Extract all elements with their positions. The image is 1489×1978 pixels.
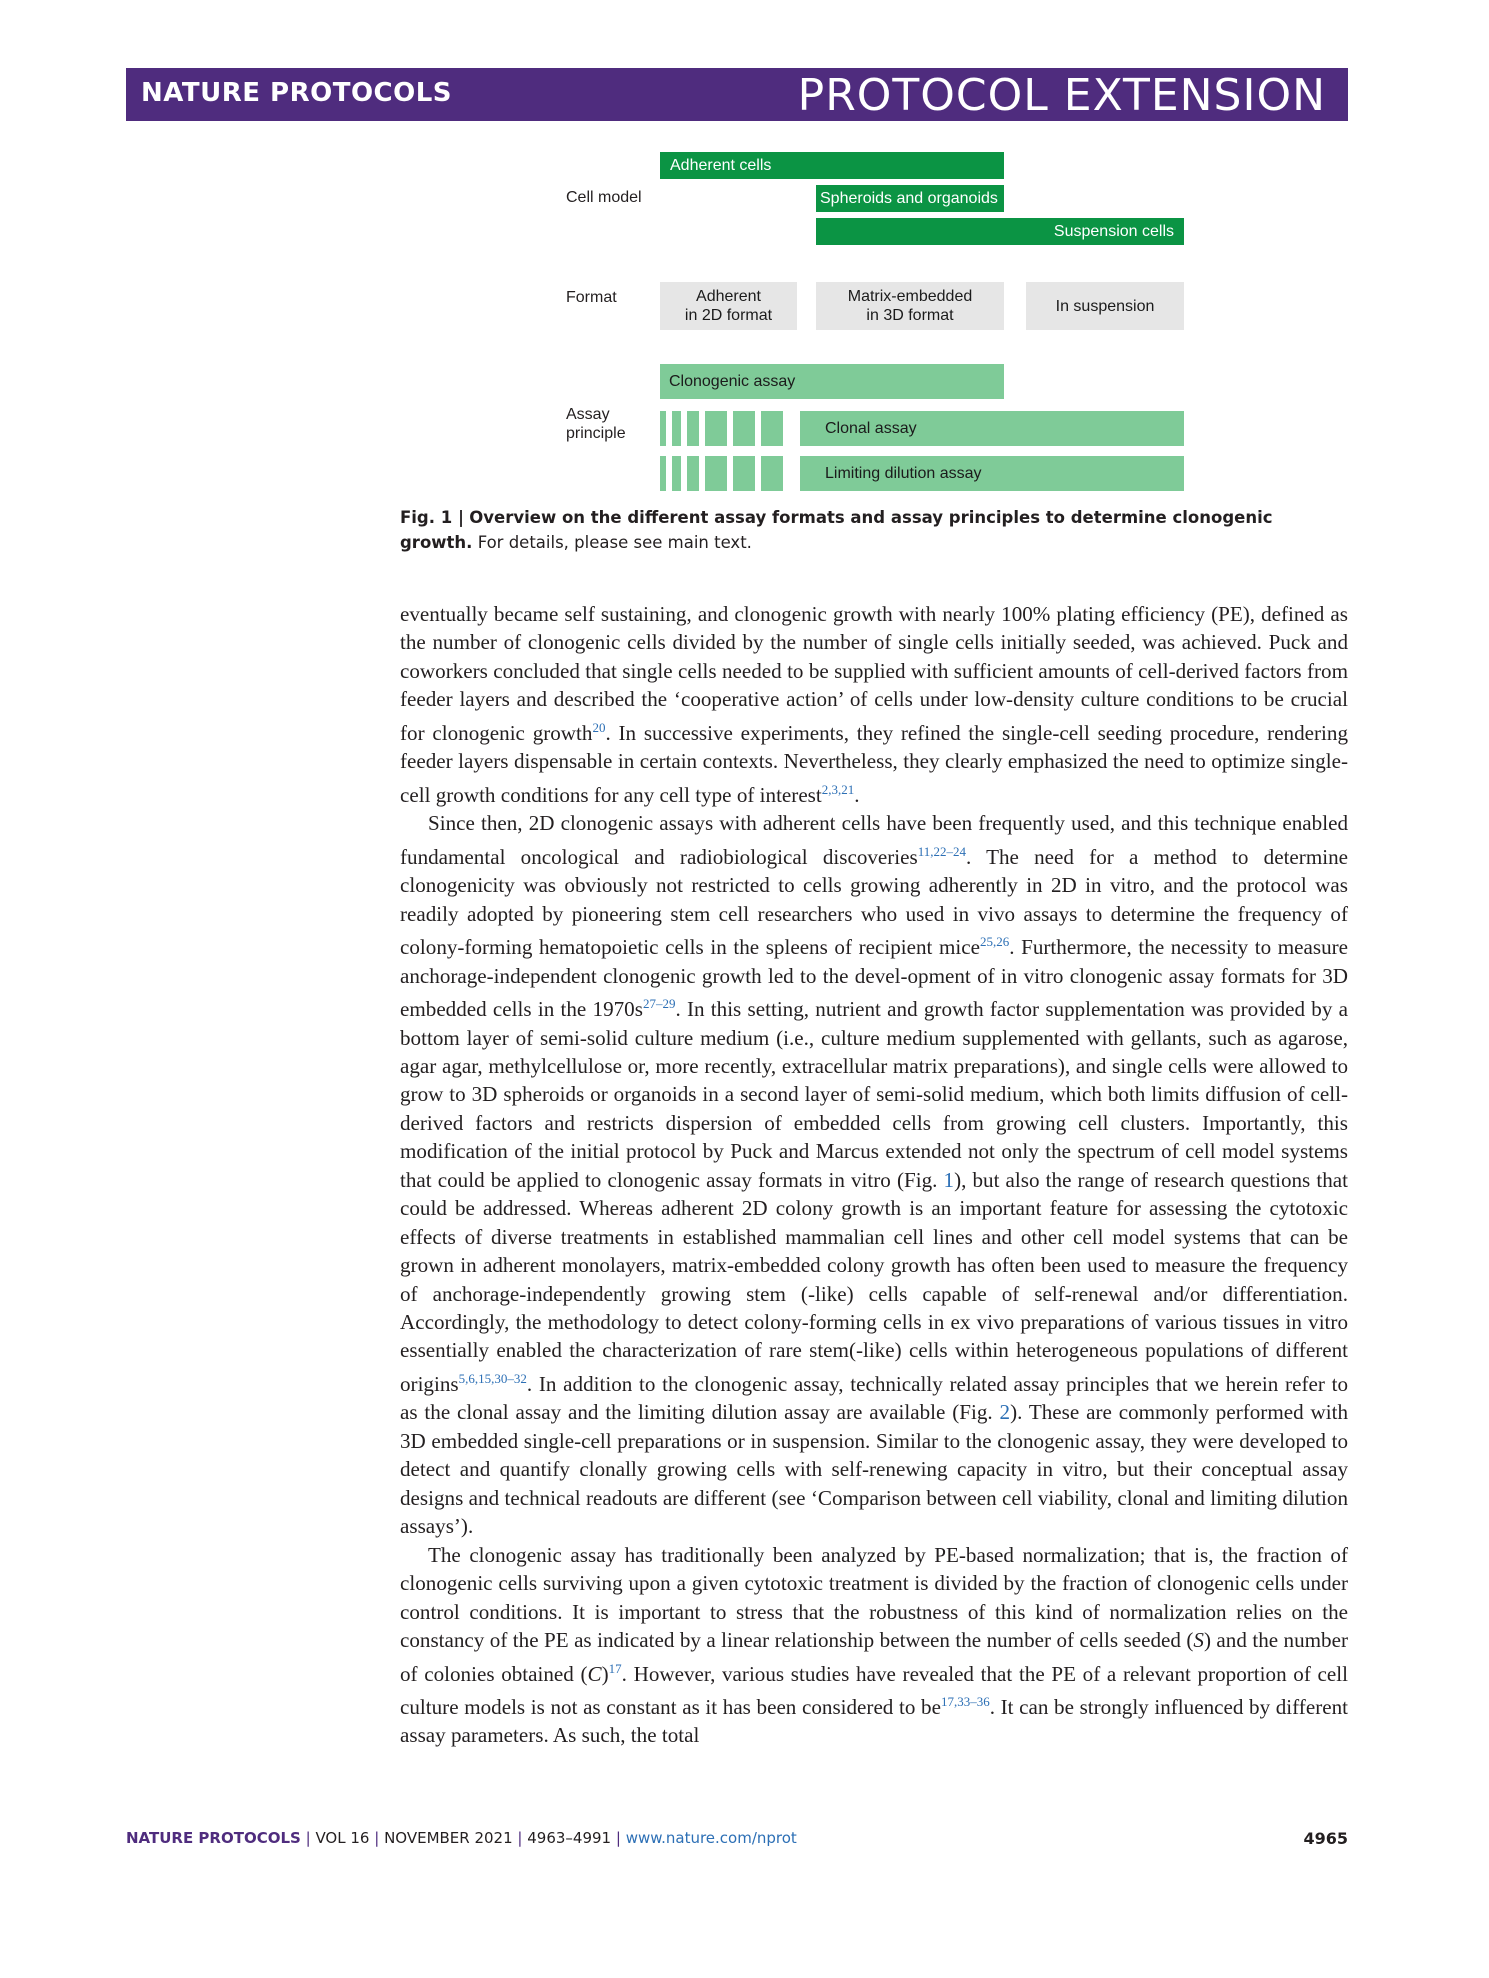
label-assay-principle-1: Assay — [566, 406, 610, 423]
format-matrix-embedded-line1: Matrix-embedded — [847, 288, 973, 305]
footer-separator: | — [512, 1829, 528, 1847]
stripe — [660, 456, 666, 491]
figure-caption — [400, 505, 1348, 555]
symbol-s: S — [1193, 1628, 1204, 1653]
text-run: . However, various studies have revealed that the PE of a relevant proportion of cell culture models is not as constant as it has been considered to be — [400, 1661, 1348, 1720]
text-run: . — [854, 782, 860, 807]
citation-ref[interactable]: 25,26 — [979, 934, 1010, 950]
bar-suspension-cells: Suspension cells — [816, 218, 1184, 245]
footer-pages: 4963–4991 — [527, 1829, 612, 1847]
text-run: ), but also the range of research questions that could be addressed. Whereas adherent 2D colony growth is an important feature for assessing the cytotoxic effects of diverse treatments in established mammalian cell lines and other cell model systems that can be grown in adherent monolayers, matrix-embedded colony growth has often been used to measure the frequency of anchorage-independently growing stem (-like) cells capable of self-renewal and/or differentiation. Accordingly, the methodology to detect colony-forming cells in ex vivo preparations of various tissues in vitro essentially enabled the characterization of rare stem(-like) cells within heterogeneous populations of different origins — [400, 1167, 1348, 1396]
bar-clonal-assay: Clonal assay — [800, 411, 1184, 446]
footer-separator: | — [611, 1829, 626, 1847]
bar-spheroids-organoids: Spheroids and organoids — [816, 185, 1004, 212]
citation-ref[interactable]: 17,33–36 — [940, 1693, 990, 1709]
figure-1 — [560, 150, 1190, 490]
text-run: ) — [601, 1661, 609, 1686]
text-run: . In addition to the clonogenic assay, technically related assay principles that we herein refer to as the clonal assay and the limiting dilution assay are available (Fig. — [400, 1371, 1348, 1425]
stripe — [733, 456, 755, 491]
format-adherent-2d-line2: in 2D format — [684, 307, 773, 324]
citation-ref[interactable]: 11,22–24 — [917, 843, 967, 859]
text-run: The clonogenic assay has traditionally been analyzed by PE-based normalization; that is, the fraction of clonogenic cells surviving upon a given cytotoxic treatment is divided by the fraction of clonogenic cells under control conditions. It is important to stress that the robustness of this kind of normalization relies on the constancy of the PE as indicated by a linear relationship between the number of cells seeded ( — [400, 1542, 1348, 1653]
stripe — [672, 411, 681, 446]
paragraph-2 — [400, 809, 1348, 1540]
citation-ref[interactable]: 2,3,21 — [821, 781, 855, 797]
text-run: . It can be strongly influenced by different assay parameters. As such, the total — [400, 1695, 1348, 1748]
stripe — [761, 411, 783, 446]
main-text — [400, 600, 1348, 1750]
symbol-c: C — [587, 1661, 602, 1686]
bar-adherent-cells: Adherent cells — [660, 152, 1004, 179]
footer-volume: VOL 16 — [315, 1829, 370, 1847]
stripe — [733, 411, 755, 446]
footer-journal: NATURE PROTOCOLS — [126, 1829, 301, 1847]
footer-separator: | — [369, 1829, 385, 1847]
page-number: 4965 — [1303, 1829, 1348, 1848]
text-run: Since then, 2D clonogenic assays with adherent cells have been frequently used, and this technique enabled fundamental oncological and radiobiological discoveries — [400, 811, 1348, 869]
text-run: ) and the number of colonies obtained ( — [400, 1628, 1348, 1686]
journal-header-bar — [126, 68, 1348, 121]
bar-clonogenic-assay: Clonogenic assay — [660, 364, 1004, 399]
footer-separator: | — [300, 1829, 316, 1847]
journal-name: NATURE PROTOCOLS — [141, 78, 453, 108]
format-matrix-embedded-3d — [816, 282, 1004, 330]
format-in-suspension: In suspension — [1026, 282, 1184, 330]
text-run: . In successive experiments, they refined the single-cell seeding procedure, rendering feeder layers dispensable in certain contexts. Nevertheless, they clearly emphasized the need to optimize single-cell growth conditions for any cell type of interest — [400, 720, 1348, 807]
citation-ref[interactable]: 17 — [608, 1660, 622, 1676]
text-run: eventually became self sustaining, and clonogenic growth with nearly 100% plating efficiency (PE), defined as the number of clonogenic cells divided by the number of single cells initially seeded, was achieved. Puck and coworkers concluded that single cells needed to be supplied with sufficient amounts of cell-derived factors from feeder layers and described the ‘cooperative action’ of cells under low-density culture conditions to be crucial for clonogenic growth — [400, 602, 1348, 745]
caption-title: Overview on the different assay formats and assay principles to determine clonogenic growth. — [400, 508, 1273, 552]
stripe — [687, 411, 699, 446]
stripe — [672, 456, 681, 491]
citation-ref[interactable]: 5,6,15,30–32 — [458, 1370, 527, 1386]
page-footer — [126, 1829, 1348, 1853]
label-assay-principle-2: principle — [566, 425, 626, 442]
paragraph-1 — [400, 600, 1348, 809]
section-title: PROTOCOL EXTENSION — [797, 70, 1326, 121]
caption-label: Fig. 1 | — [400, 508, 465, 527]
label-format: Format — [566, 289, 617, 306]
text-run: . In this setting, nutrient and growth factor supplementation was provided by a bottom layer of semi-solid culture medium (i.e., culture medium supplemented with gellants, such as agarose, agar agar, methylcellulose or, more recently, extracellular matrix preparations), and single cells were allowed to grow to 3D spheroids or organoids in a second layer of semi-solid medium, which both limits diffusion of cell-derived factors and restricts dispersion of embedded cells from growing cell clusters. Importantly, this modification of the initial protocol by Puck and Marcus extended not only the spectrum of cell model systems that could be applied to clonogenic assay formats in vitro (Fig. — [400, 997, 1348, 1192]
footer-url-link[interactable]: www.nature.com/nprot — [625, 1829, 797, 1847]
citation-ref[interactable]: 27–29 — [642, 996, 676, 1012]
format-adherent-2d-line1: Adherent — [696, 288, 761, 305]
label-cell-model: Cell model — [566, 189, 642, 206]
format-adherent-2d — [660, 282, 797, 330]
stripe — [705, 411, 727, 446]
stripe — [687, 456, 699, 491]
footer-date: NOVEMBER 2021 — [384, 1829, 513, 1847]
bar-limiting-dilution-assay: Limiting dilution assay — [800, 456, 1184, 491]
text-run: . Furthermore, the necessity to measure anchorage-independent clonogenic growth led to the devel-opment of in vitro clonogenic assay formats for 3D embedded cells in the 1970s — [400, 935, 1348, 1022]
stripe — [705, 456, 727, 491]
format-matrix-embedded-line2: in 3D format — [866, 307, 954, 324]
figure-link[interactable]: 1 — [943, 1167, 955, 1192]
caption-rest: For details, please see main text. — [477, 533, 752, 552]
stripe — [660, 411, 666, 446]
text-run: . The need for a method to determine clonogenicity was obviously not restricted to cells growing adherently in 2D in vitro, and the protocol was readily adopted by pioneering stem cell researchers who used in vivo assays to determine the frequency of colony-forming hematopoietic cells in the spleens of recipient mice — [400, 844, 1348, 960]
text-run: ). These are commonly performed with 3D embedded single-cell preparations or in suspension. Similar to the clonogenic assay, they were developed to detect and quantify clonally growing cells with self-renewing capacity in vitro, but their conceptual assay designs and technical readouts are different (see ‘Comparison between cell viability, clonal and limiting dilution assays’). — [400, 1400, 1348, 1539]
citation-ref[interactable]: 20 — [592, 719, 606, 735]
stripe — [761, 456, 783, 491]
paragraph-3 — [400, 1541, 1348, 1750]
figure-link[interactable]: 2 — [999, 1400, 1011, 1425]
